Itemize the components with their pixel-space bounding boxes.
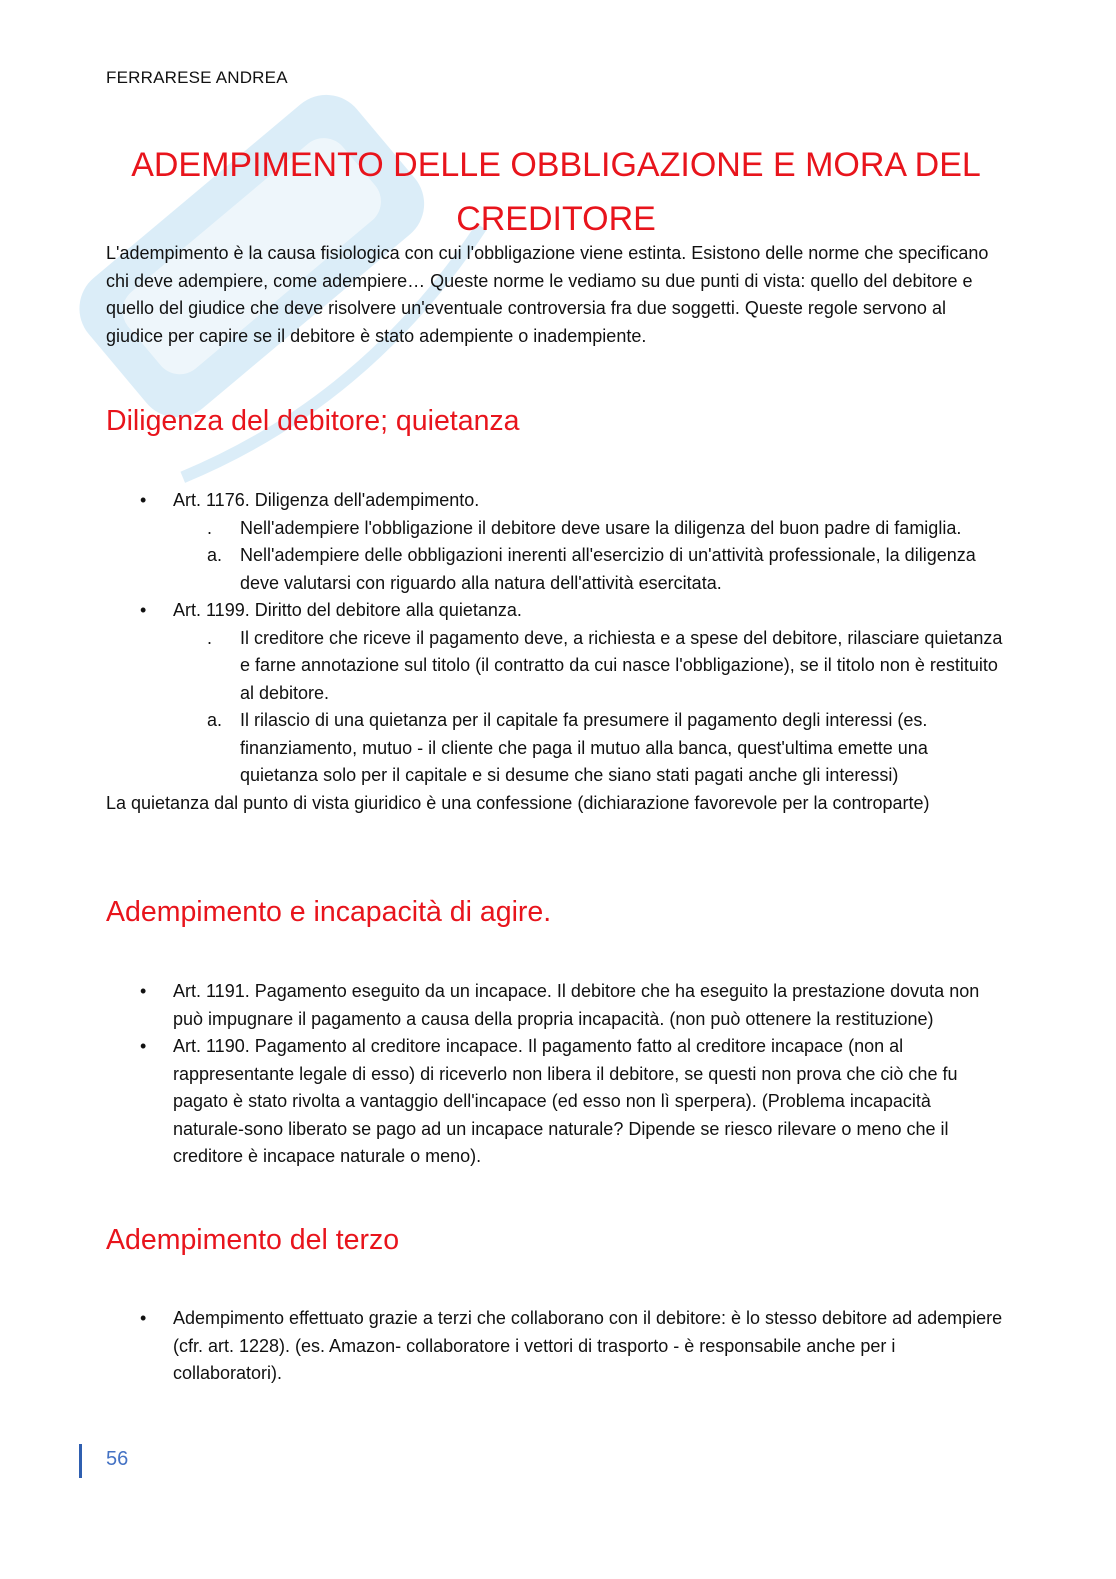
list-item <box>106 978 1006 1033</box>
list-item <box>106 1305 1006 1388</box>
sub-list-item <box>173 542 1006 597</box>
sub-list-item <box>173 707 1006 790</box>
sub-list-item <box>173 625 1006 708</box>
list-item <box>106 597 1006 790</box>
list-item <box>106 487 1006 597</box>
list-item-text: Art. 1199. Diritto del debitore alla quietanza. <box>173 600 522 620</box>
footer-accent-bar <box>79 1444 82 1478</box>
section-heading-diligenza: Diligenza del debitore; quietanza <box>106 405 520 437</box>
sub-list-marker: a. <box>207 545 223 565</box>
sub-list-item <box>173 515 1006 543</box>
section-heading-incapacita: Adempimento e incapacità di agire. <box>106 896 552 928</box>
section-incapacita-list <box>106 978 1006 1171</box>
section-diligenza-list <box>106 487 1006 817</box>
sub-list-marker: . <box>207 627 213 648</box>
section-note-paragraph: La quietanza dal punto di vista giuridico è una confessione (dichiarazione favorevole per la controparte) <box>106 792 930 813</box>
list-item <box>106 1033 1006 1171</box>
sub-list-item-text: Il rilascio di una quietanza per il capitale fa presumere il pagamento degli interessi (es. finanziamento, mutuo - il cliente che paga il mutuo alla banca, quest'ultima emette una quietanza solo per il capitale e si desume che siano stati pagati anche gli interessi) <box>240 710 928 785</box>
list-item-text: Art. 1190. Pagamento al creditore incapace. Il pagamento fatto al creditore incapace (non al rappresentante legale di esso) di riceverlo non libera il debitore, se questi non prova che ciò che fu pagato è stato rivolta a vantaggio dell'incapace (ed esso non lì sperpera). (Problema incapacità naturale-sono liberato se pago ad un incapace naturale? Dipende se riesco rilevare o meno che il creditore è incapace naturale o meno). <box>173 1036 958 1166</box>
author-name: FERRARESE ANDREA <box>106 68 288 87</box>
intro-paragraph: L'adempimento è la causa fisiologica con cui l'obbligazione viene estinta. Esistono delle norme che specificano chi deve adempiere, come adempiere… Queste norme le vediamo su due punti di vista: quello del debitore e quello del giudice che deve risolvere un'eventuale controversia fra due soggetti. Queste regole servono al giudice per capire se il debitore è stato adempiente o inadempiente. <box>106 243 989 346</box>
sub-list-item-text: Il creditore che riceve il pagamento deve, a richiesta e a spese del debitore, rilasciare quietanza e farne annotazione sul titolo (il contratto da cui nasce l'obbligazione), se il titolo non è restituito al debitore. <box>240 627 1003 703</box>
list-item-text: Art. 1191. Pagamento eseguito da un incapace. Il debitore che ha eseguito la prestazione dovuta non può impugnare il pagamento a causa della propria incapacità. (non può ottenere la restituzione) <box>173 981 980 1029</box>
section-terzo-list <box>106 1305 1006 1388</box>
list-item-text: Adempimento effettuato grazie a terzi che collaborano con il debitore: è lo stesso debitore ad adempiere (cfr. art. 1228). (es. Amazon- collaboratore i vettori di trasporto - è responsabile anche per i collaboratori). <box>173 1308 1003 1383</box>
sub-list-marker: . <box>207 517 213 538</box>
section-heading-terzo: Adempimento del terzo <box>106 1224 400 1256</box>
sub-list-item-text: Nell'adempiere delle obbligazioni inerenti all'esercizio di un'attività professionale, la diligenza deve valutarsi con riguardo alla natura dell'attività esercitata. <box>240 545 976 593</box>
sub-list-item-text: Nell'adempiere l'obbligazione il debitore deve usare la diligenza del buon padre di famiglia. <box>240 517 962 538</box>
page-title: ADEMPIMENTO DELLE OBBLIGAZIONE E MORA DEL CREDITORE <box>131 146 981 238</box>
sub-list-marker: a. <box>207 710 223 730</box>
page-number: 56 <box>106 1448 129 1470</box>
list-item-text: Art. 1176. Diligenza dell'adempimento. <box>173 490 480 510</box>
